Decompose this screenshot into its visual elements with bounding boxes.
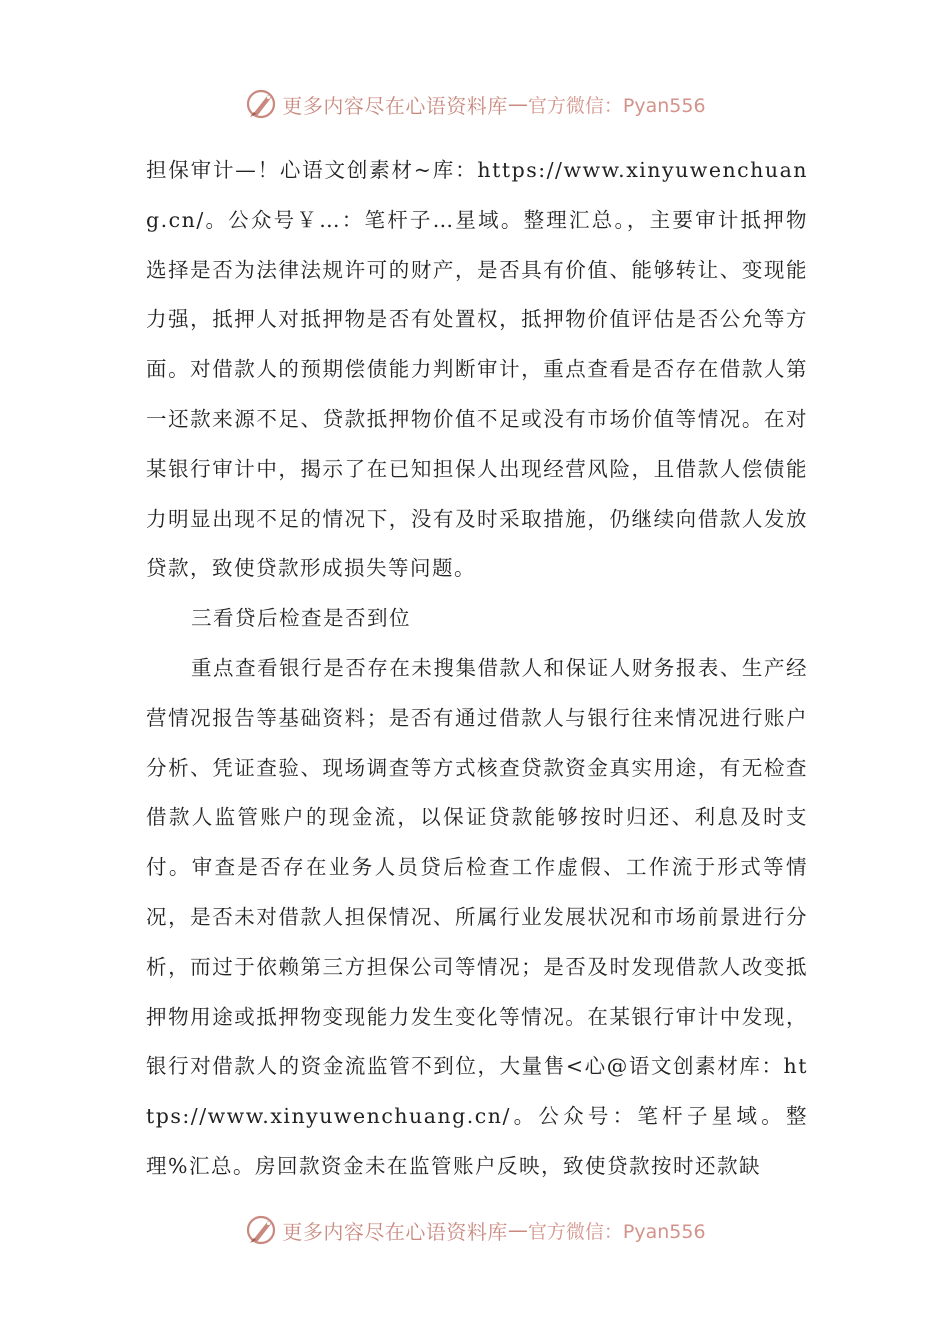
banner-slogan: 更多内容尽在心语资料库 bbox=[282, 1219, 508, 1244]
document-body bbox=[146, 146, 808, 1192]
paragraph: 担保审计—！心语文创素材~库：https://www.xinyuwenchuang.cn/。公众号￥…：笔杆子…星域。整理汇总。，主要审计抵押物选择是否为法律法规许可的财产，是否具有价值、能够转让、变现能力强，抵押人对抵押物是否有处置权，抵押物价值评估是否公允等方面。对借款人的预期偿债能力判断审计，重点查看是否存在借款人第一还款来源不足、贷款抵押物价值不足或没有市场价值等情况。在对某银行审计中，揭示了在已知担保人出现经营风险，且借款人偿债能力明显出现不足的情况下，没有及时采取措施，仍继续向借款人发放贷款，致使贷款形成损失等问题。 bbox=[146, 158, 808, 581]
banner-wechat: 官方微信：Pyan556 bbox=[527, 94, 706, 117]
header-banner bbox=[0, 84, 950, 124]
footer-banner bbox=[0, 1210, 950, 1250]
banner-wechat: 官方微信：Pyan556 bbox=[527, 1220, 706, 1243]
banner-separator: — bbox=[507, 92, 528, 116]
pen-nib-logo-icon bbox=[244, 87, 278, 121]
banner-separator: — bbox=[507, 1218, 528, 1242]
section-heading: 三看贷后检查是否到位 bbox=[191, 606, 411, 631]
pen-nib-logo-icon bbox=[244, 1213, 278, 1247]
banner-slogan: 更多内容尽在心语资料库 bbox=[282, 93, 508, 118]
paragraph: 重点查看银行是否存在未搜集借款人和保证人财务报表、生产经营情况报告等基础资料；是否有通过借款人与银行往来情况进行账户分析、凭证查验、现场调查等方式核查贷款资金真实用途，有无检查借款人监管账户的现金流，以保证贷款能够按时归还、利息及时支付。审查是否存在业务人员贷后检查工作虚假、工作流于形式等情况，是否未对借款人担保情况、所属行业发展状况和市场前景进行分析，而过于依赖第三方担保公司等情况；是否及时发现借款人改变抵押物用途或抵押物变现能力发生变化等情况。在某银行审计中发现，银行对借款人的资金流监管不到位，大量售<心@语文创素材库：https://www.xinyuwenchuang.cn/。公众号：笔杆子星域。整理%汇总。房回款资金未在监管账户反映，致使贷款按时还款缺 bbox=[146, 655, 808, 1178]
